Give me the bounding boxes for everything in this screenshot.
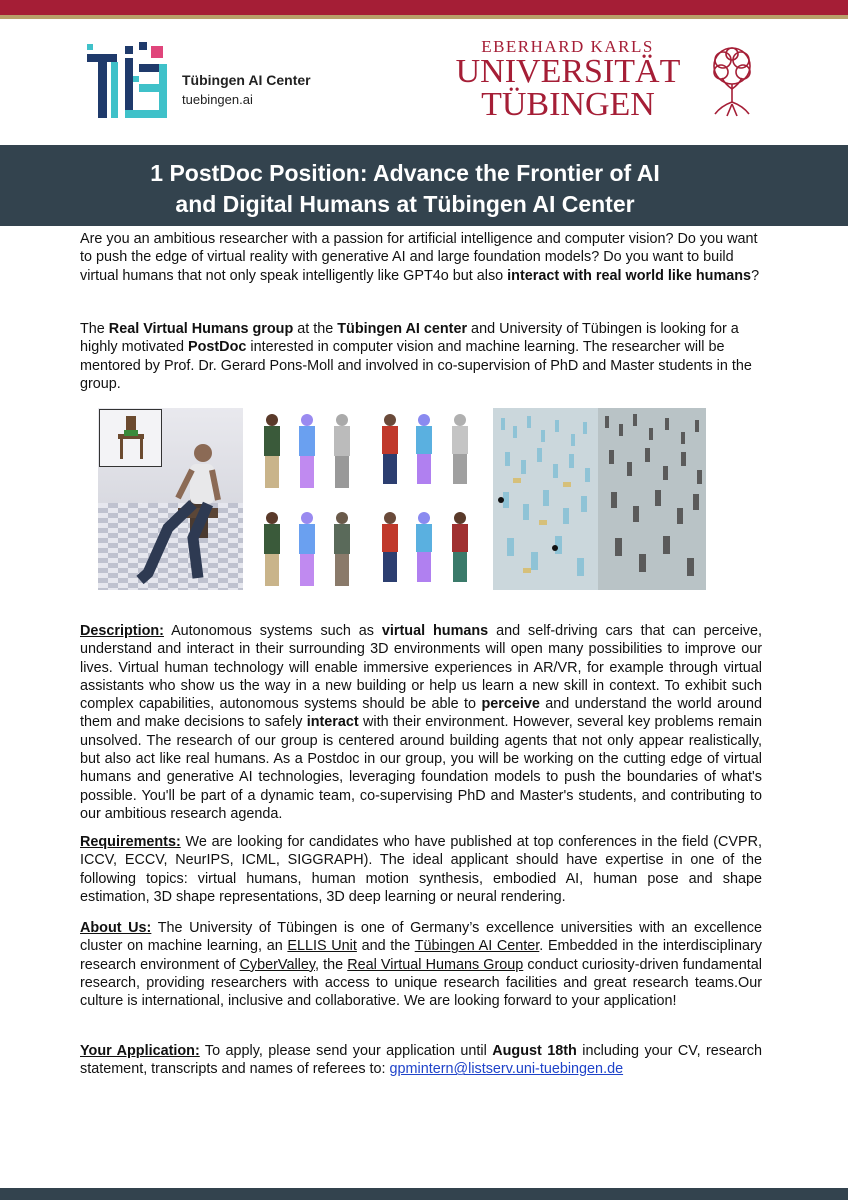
intro-paragraph-1 — [80, 230, 762, 285]
intro-text: The — [80, 321, 109, 337]
requirements-section — [80, 833, 762, 906]
application-email-link[interactable]: gpmintern@listserv.uni-tuebingen.de — [389, 1061, 624, 1078]
university-name-line2: UNIVERSITÄT — [455, 53, 681, 90]
application-text: including your CV, research statement, transcripts and names of referees to: — [80, 1043, 762, 1078]
intro-text: ? — [751, 267, 760, 284]
page-title — [60, 158, 750, 220]
cybervalley-link[interactable]: CyberValley — [239, 956, 315, 973]
intro-bold: interact with real world like humans — [507, 267, 752, 284]
description-text: Autonomous systems such as — [163, 623, 382, 639]
description-bold: perceive — [481, 696, 540, 713]
top-color-bar — [0, 0, 848, 15]
university-tree-icon — [707, 44, 757, 118]
tai-center-name: Tübingen AI Center — [182, 72, 311, 88]
about-heading: About Us: — [80, 920, 152, 936]
real-virtual-humans-group-link[interactable]: Real Virtual Humans Group — [347, 956, 524, 973]
intro-text: at the — [293, 321, 338, 337]
chair-inset-image — [99, 409, 162, 467]
digital-human-figures-image — [252, 408, 484, 590]
university-name-line3: TÜBINGEN — [481, 86, 655, 123]
title-line1: 1 PostDoc Position: Advance the Frontier of AI — [150, 160, 660, 186]
tuebingen-ai-center-logo — [85, 36, 177, 128]
application-text: To apply, please send your application until — [199, 1043, 493, 1059]
description-heading: Description: — [80, 623, 164, 639]
about-section — [80, 919, 762, 1010]
crowd-simulation-image — [493, 408, 706, 590]
intro-text: interested in computer vision and machine learning. The researcher will be mentored by Prof. Dr. Gerard Pons-Moll and involved in co-supervision of PhD and Master students in the group. — [80, 339, 752, 392]
tai-center-url: tuebingen.ai — [182, 92, 253, 107]
intro-text: Are you an ambitious researcher with a passion for artificial intelligence and computer vision? Do you want to push the edge of virtual reality with generative AI and large foundation models? Do you want to build virtual humans that not only speak intelligently like GPT4o but also — [80, 231, 758, 284]
about-text: The University of Tübingen is one of Germany’s excellence universities with an excellence cluster on machine learning, an — [80, 920, 762, 955]
application-section — [80, 1042, 762, 1079]
description-bold: virtual humans — [381, 623, 489, 639]
title-line2: and Digital Humans at Tübingen AI Center — [175, 191, 635, 217]
application-heading: Your Application: — [80, 1043, 200, 1059]
ellis-unit-link[interactable]: ELLIS Unit — [287, 938, 357, 955]
tuebingen-ai-center-link[interactable]: Tübingen AI Center — [414, 938, 540, 955]
about-text: . Embedded in the interdisciplinary research environment of — [80, 938, 762, 973]
seated-human-render-image — [98, 408, 243, 590]
intro-text: and University of Tübingen is looking for a highly motivated — [80, 321, 739, 356]
requirements-text: We are looking for candidates who have published at top conferences in the field (CVPR, ICCV, ECCV, NeurIPS, ICML, SIGGRAPH). The ideal applicant should have expertise in one of the following topics: virtual humans, human motion synthesis, embodied AI, human pose and shape estimation, 3D shape representations, 3D deep learning or neural rendering. — [80, 834, 762, 905]
deadline-date: August 18th — [492, 1043, 577, 1059]
description-text: and understand the world around them and make decisions to safely — [80, 696, 762, 731]
center-name: Tübingen AI center — [337, 321, 468, 337]
description-section — [80, 622, 762, 823]
about-text: and the — [356, 938, 415, 955]
position-name: PostDoc — [188, 339, 247, 356]
top-accent-stripe — [0, 15, 848, 19]
intro-paragraph-2 — [80, 320, 762, 393]
footer-bar — [0, 1188, 848, 1200]
about-text: conduct curiosity-driven fundamental research, providing researchers with access to unique research facilities and great research teams.Our culture is international, inclusive and collaborative. We are looking forward to your application! — [80, 956, 762, 1010]
description-text: and self-driving cars that can perceive, understand and interact in their surrounding 3D environments will open many possibilities to improve our lives. Virtual human technology will enable immersive experiences in AR/VR, for example through virtual assistants who show us the way in a new building or help us learn a new skill in context. To exhibit such complex capabilities, autonomous systems should be able to — [80, 623, 762, 713]
about-text: , the — [314, 956, 348, 973]
description-bold: interact — [306, 714, 359, 731]
university-name-line1: EBERHARD KARLS — [481, 37, 654, 56]
group-name: Real Virtual Humans group — [108, 321, 294, 337]
requirements-heading: Requirements: — [80, 834, 181, 850]
description-text: with their environment. However, several key problems remain unsolved. The research of our group is centered around building agents that not only appear realistically, but also act like real humans. As a Postdoc in our group, you will be working on the cutting edge of virtual humans and generative AI technologies, leveraging foundation models to push the boundaries of what's possible. You'll be part of a dynamic team, co-supervising PhD and Master's students, and contributing to our ambitious research agenda. — [80, 714, 762, 822]
